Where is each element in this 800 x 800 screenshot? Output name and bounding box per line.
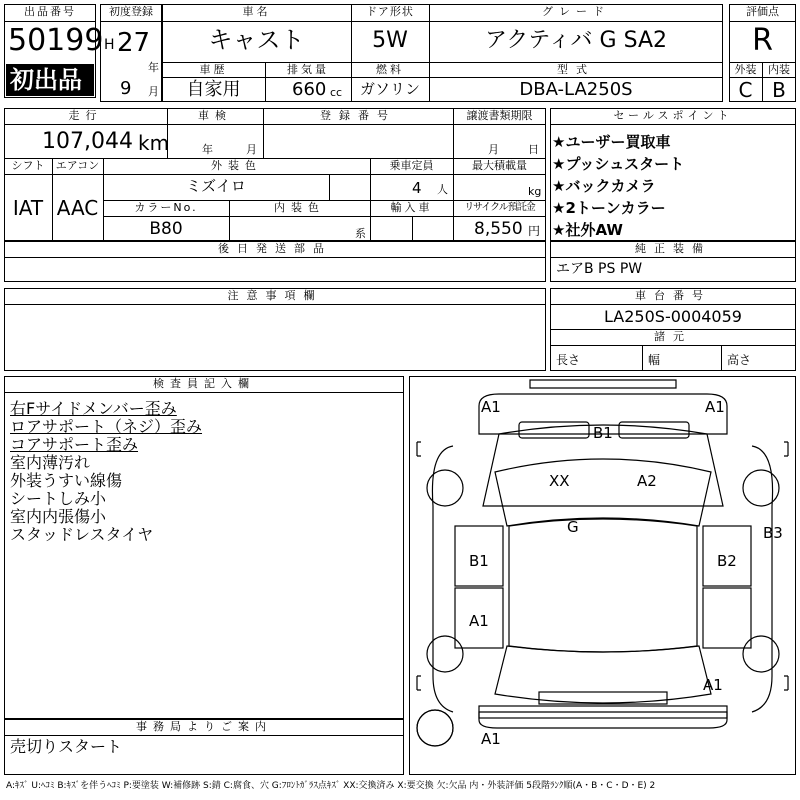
car-name-label: 車名 xyxy=(242,5,271,18)
first-reg-label: 初度登録 xyxy=(109,5,153,18)
ext-color-label: 外装色 xyxy=(211,159,262,172)
int-color-label: 内装色 xyxy=(274,201,325,214)
exterior-score: C xyxy=(738,78,753,102)
history-label: 車歴 xyxy=(199,63,228,76)
grade-value: アクティバ G SA2 xyxy=(484,28,668,53)
roof-outline xyxy=(509,519,697,652)
aircon-value: AAC xyxy=(56,196,99,220)
damage-mark: A1 xyxy=(703,676,723,694)
door-value: 5W xyxy=(372,28,408,53)
damage-mark: B3 xyxy=(763,524,783,542)
inspector-note: 室内内張傷小 xyxy=(10,507,107,526)
fuel-value: ガソリン xyxy=(359,80,420,98)
caution-label: 注意事項欄 xyxy=(227,289,323,302)
sales-points-label: セールスポイント xyxy=(613,109,733,122)
damage-mark: B1 xyxy=(593,424,613,442)
rear-window-outline xyxy=(495,646,711,703)
model-label: 型式 xyxy=(557,63,595,76)
sales-point-item: ★プッシュスタート xyxy=(552,155,685,173)
capacity-unit: 人 xyxy=(437,183,448,196)
inspection-year-unit: 年 xyxy=(202,143,213,156)
front-bumper-part xyxy=(530,380,676,388)
color-no-label: カラーNo. xyxy=(134,201,198,214)
interior-score: B xyxy=(772,78,786,102)
lot-label: 出品番号 xyxy=(24,5,76,18)
width-label: 幅 xyxy=(648,353,661,367)
month-unit: 月 xyxy=(148,85,159,98)
int-color-suffix: 系 xyxy=(355,227,366,240)
damage-mark: B1 xyxy=(469,552,489,570)
equipment-value: エアB PS PW xyxy=(556,261,643,277)
load-unit: kg xyxy=(528,185,542,198)
damage-mark: XX xyxy=(549,472,570,490)
shift-value: IAT xyxy=(12,196,44,220)
transfer-day-unit: 日 xyxy=(528,143,539,156)
inspector-note: ロアサポート（ネジ）歪み xyxy=(10,417,203,436)
recycle-label: リサイクル預託金 xyxy=(464,202,535,213)
chassis-label: 車台番号 xyxy=(635,289,711,302)
damage-mark: A2 xyxy=(637,472,657,490)
windshield-outline xyxy=(495,459,711,526)
inspector-note: シートしみ小 xyxy=(10,489,107,508)
sales-point-item: ★バックカメラ xyxy=(552,177,656,195)
fuel-label: 燃料 xyxy=(376,63,404,76)
lot-number: 50199 xyxy=(8,23,104,58)
displacement-label: 排気量 xyxy=(287,63,329,76)
dims-label: 諸元 xyxy=(654,330,692,343)
inspector-note: 室内薄汚れ xyxy=(10,453,91,472)
inspector-note: コアサポート歪み xyxy=(10,435,139,454)
transfer-month-unit: 月 xyxy=(488,143,499,156)
rear-bumper-outline xyxy=(479,712,727,728)
recycle-unit: 円 xyxy=(528,224,541,238)
damage-mark: A1 xyxy=(705,398,725,416)
left-rear-bracket xyxy=(417,676,421,690)
recycle-value: 8,550 xyxy=(474,219,523,239)
reg-year: 27 xyxy=(117,28,151,58)
era-prefix: H xyxy=(104,37,115,53)
car-diagram xyxy=(409,376,796,775)
mileage-unit: km xyxy=(138,131,170,155)
damage-mark: A1 xyxy=(481,398,501,416)
load-label: 最大積載量 xyxy=(472,159,527,172)
ext-color-value: ミズイロ xyxy=(186,177,246,195)
aircon-label: エアコン xyxy=(55,159,100,172)
inspector-note: 外装うすい線傷 xyxy=(10,471,123,490)
car-name: キャスト xyxy=(208,26,305,54)
shift-label: シフト xyxy=(11,159,45,172)
sales-point-item: ★ユーザー買取車 xyxy=(552,133,671,151)
year-unit: 年 xyxy=(148,61,159,74)
reg-month: 9 xyxy=(120,78,132,99)
inspector-label: 検査員記入欄 xyxy=(153,377,255,390)
front-right-wheel xyxy=(743,470,779,506)
inspector-note: スタッドレスタイヤ xyxy=(10,525,154,544)
inspection-label: 車検 xyxy=(198,109,232,122)
capacity-label: 乗車定員 xyxy=(389,159,434,172)
later-parts-label: 後日発送部品 xyxy=(218,242,332,255)
inspection-month-unit: 月 xyxy=(246,143,257,156)
inspector-note: 右Fサイドメンバー歪み xyxy=(10,399,177,418)
rear-right-wheel xyxy=(743,636,779,672)
damage-mark: A1 xyxy=(481,730,501,748)
displacement-unit: cc xyxy=(330,86,343,99)
score-value: R xyxy=(752,23,773,58)
equipment-label: 純正装備 xyxy=(635,242,711,255)
import-label: 輸入車 xyxy=(390,201,433,214)
rear-part xyxy=(539,692,667,704)
door-label: ドア形状 xyxy=(366,5,414,18)
office-message: 売切りスタート xyxy=(10,737,123,756)
transfer-label: 譲渡書類期限 xyxy=(466,109,533,122)
left-mirror-bracket xyxy=(417,442,421,456)
office-label: 事務局よりご案内 xyxy=(136,720,272,733)
rear-left-wheel xyxy=(427,636,463,672)
mileage-value: 107,044 xyxy=(42,129,133,154)
first-listing-text: 初出品 xyxy=(10,66,82,94)
color-no-value: B80 xyxy=(149,219,183,239)
model-value: DBA-LA250S xyxy=(519,79,633,100)
legend: A:ｷｽﾞ U:ﾍｺﾐ B:ｷｽﾞを伴うﾍｺﾐ P:要塗装 W:補修跡 S:錆 C:腐食、穴 G:ﾌﾛﾝﾄｶﾞﾗｽ点ｷｽﾞ XX:交換済み X:要交換 欠:欠品 内・外装評価 5段階ﾗﾝｸ順(A・B・C・D・E) 2 xyxy=(6,781,656,791)
displacement-value: 660 xyxy=(292,79,327,100)
sales-point-item: ★2トーンカラー xyxy=(552,199,666,217)
grade-label: グレード xyxy=(542,5,610,18)
right-rear-bracket xyxy=(784,676,788,690)
length-label: 長さ xyxy=(556,353,581,367)
damage-mark: G xyxy=(567,518,579,536)
sales-point-item: ★社外AW xyxy=(552,221,623,239)
height-label: 高さ xyxy=(727,353,752,367)
exterior-label: 外装 xyxy=(734,63,757,76)
score-label: 評価点 xyxy=(746,5,779,18)
interior-label: 内装 xyxy=(768,63,790,76)
right-rear-door xyxy=(703,588,751,648)
right-mirror-bracket xyxy=(784,442,788,456)
damage-mark: A1 xyxy=(469,612,489,630)
chassis-value: LA250S-0004059 xyxy=(604,307,742,326)
reg-number-label: 登録番号 xyxy=(320,109,396,122)
capacity-value: 4 xyxy=(412,179,422,197)
spare-rim xyxy=(417,710,453,746)
mileage-label: 走行 xyxy=(68,109,103,122)
damage-mark: B2 xyxy=(717,552,737,570)
history-value: 自家用 xyxy=(186,79,241,100)
